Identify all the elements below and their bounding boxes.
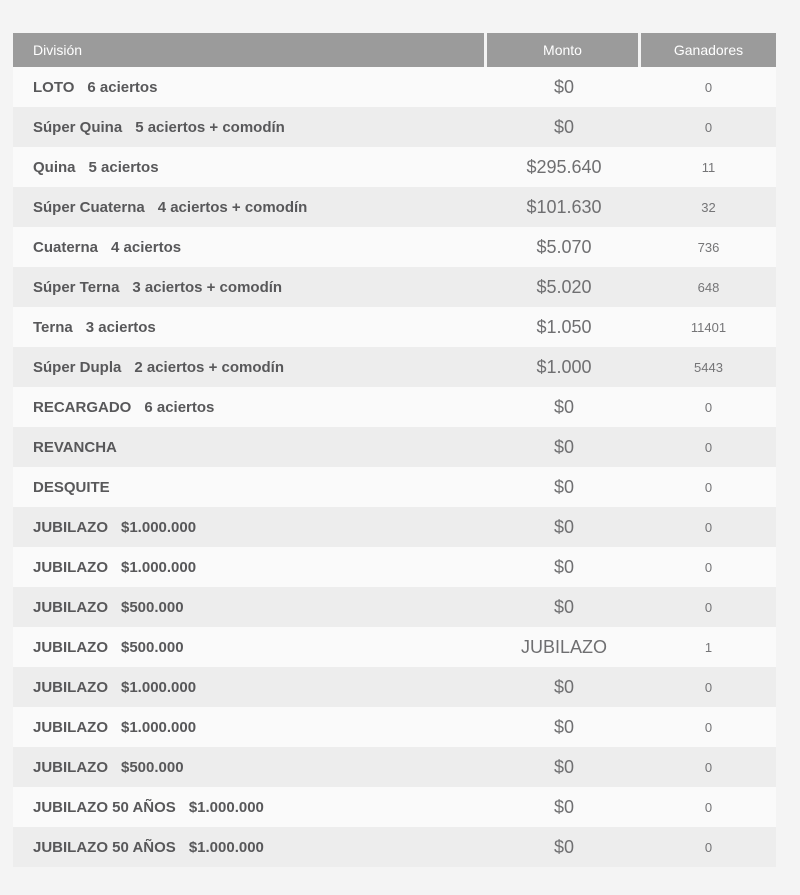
- division-cell: [13, 239, 487, 256]
- ganadores-cell: 0: [704, 719, 713, 735]
- division-detail: $1.000.000: [121, 558, 197, 576]
- ganadores-cell: 0: [704, 839, 713, 855]
- division-cell: [13, 279, 487, 296]
- division-detail: $500.000: [121, 598, 184, 616]
- ganadores-cell: 0: [704, 519, 713, 535]
- lottery-prize-table: [13, 33, 776, 867]
- division-cell: [13, 559, 487, 576]
- table-row: [13, 747, 776, 787]
- division-detail: $1.000.000: [188, 838, 264, 856]
- monto-cell: $0: [553, 116, 575, 137]
- division-cell: [13, 359, 487, 376]
- ganadores-cell: 0: [704, 679, 713, 695]
- division-cell: [13, 519, 487, 536]
- division-name: JUBILAZO: [33, 598, 108, 616]
- ganadores-cell: 11401: [690, 319, 727, 335]
- table-row: [13, 187, 776, 227]
- ganadores-cell: 5443: [694, 359, 723, 375]
- division-name: JUBILAZO: [33, 678, 108, 696]
- division-name: JUBILAZO: [33, 518, 108, 536]
- division-detail: $1.000.000: [121, 518, 197, 536]
- ganadores-cell: 0: [704, 799, 713, 815]
- ganadores-cell: 0: [704, 79, 713, 95]
- ganadores-cell: 0: [704, 759, 713, 775]
- column-header-monto: Monto: [487, 33, 638, 67]
- ganadores-cell: 0: [704, 399, 713, 415]
- division-cell: [13, 639, 487, 656]
- table-row: [13, 507, 776, 547]
- table-row: [13, 147, 776, 187]
- table-header: [13, 33, 776, 67]
- division-cell: [13, 79, 487, 96]
- division-name: Súper Terna: [33, 278, 120, 296]
- monto-cell: $0: [553, 396, 575, 417]
- division-cell: [13, 319, 487, 336]
- monto-cell: $0: [553, 836, 575, 857]
- ganadores-cell: 32: [701, 199, 716, 215]
- division-name: LOTO: [33, 78, 75, 96]
- division-detail: 6 aciertos: [144, 398, 215, 416]
- ganadores-cell: 0: [704, 559, 713, 575]
- division-name: Quina: [33, 158, 76, 176]
- division-name: Súper Dupla: [33, 358, 122, 376]
- monto-cell: $0: [553, 516, 575, 537]
- table-row: [13, 667, 776, 707]
- table-body: [13, 67, 776, 867]
- division-cell: [13, 599, 487, 616]
- division-cell: [13, 719, 487, 736]
- division-cell: [13, 399, 487, 416]
- division-name: JUBILAZO: [33, 558, 108, 576]
- monto-cell: $0: [553, 796, 575, 817]
- division-cell: [13, 199, 487, 216]
- division-detail: $500.000: [121, 758, 184, 776]
- division-name: DESQUITE: [33, 478, 110, 496]
- division-detail: 2 aciertos + comodín: [134, 358, 284, 376]
- division-name: JUBILAZO: [33, 718, 108, 736]
- monto-cell: $295.640: [526, 156, 602, 177]
- division-detail: 3 aciertos: [85, 318, 156, 336]
- division-name: JUBILAZO 50 AÑOS: [33, 838, 176, 856]
- division-detail: $1.000.000: [121, 718, 197, 736]
- monto-cell: $5.070: [536, 236, 592, 257]
- table-row: [13, 267, 776, 307]
- monto-cell: $1.050: [536, 316, 592, 337]
- monto-cell: $0: [553, 596, 575, 617]
- division-detail: 4 aciertos: [111, 238, 182, 256]
- table-row: [13, 827, 776, 867]
- division-name: JUBILAZO: [33, 638, 108, 656]
- monto-cell: JUBILAZO: [520, 636, 608, 657]
- table-row: [13, 107, 776, 147]
- table-row: [13, 427, 776, 467]
- monto-cell: $0: [553, 476, 575, 497]
- division-cell: [13, 759, 487, 776]
- division-cell: [13, 119, 487, 136]
- division-name: Súper Cuaterna: [33, 198, 145, 216]
- division-cell: [13, 159, 487, 176]
- column-header-ganadores: Ganadores: [641, 33, 776, 67]
- monto-cell: $0: [553, 556, 575, 577]
- ganadores-cell: 1: [704, 639, 713, 655]
- division-detail: $500.000: [121, 638, 184, 656]
- ganadores-cell: 648: [697, 279, 720, 295]
- table-row: [13, 227, 776, 267]
- table-row: [13, 347, 776, 387]
- table-row: [13, 387, 776, 427]
- table-row: [13, 307, 776, 347]
- division-name: REVANCHA: [33, 438, 117, 456]
- table-row: [13, 67, 776, 107]
- monto-cell: $101.630: [526, 196, 602, 217]
- division-name: Cuaterna: [33, 238, 99, 256]
- division-cell: [13, 839, 487, 856]
- table-row: [13, 467, 776, 507]
- division-name: JUBILAZO: [33, 758, 108, 776]
- monto-cell: $1.000: [536, 356, 592, 377]
- ganadores-cell: 0: [704, 479, 713, 495]
- ganadores-cell: 736: [697, 239, 720, 255]
- table-row: [13, 627, 776, 667]
- division-detail: 4 aciertos + comodín: [157, 198, 308, 216]
- division-cell: [13, 679, 487, 696]
- division-detail: 5 aciertos: [88, 158, 159, 176]
- table-row: [13, 787, 776, 827]
- monto-cell: $0: [553, 716, 575, 737]
- monto-cell: $0: [553, 676, 575, 697]
- division-name: JUBILAZO 50 AÑOS: [33, 798, 176, 816]
- division-detail: 5 aciertos + comodín: [135, 118, 285, 136]
- ganadores-cell: 0: [704, 439, 713, 455]
- ganadores-cell: 0: [704, 119, 713, 135]
- table-row: [13, 707, 776, 747]
- monto-cell: $0: [553, 76, 575, 97]
- column-header-division: División: [13, 33, 484, 67]
- division-name: Terna: [33, 318, 73, 336]
- division-name: RECARGADO: [33, 398, 132, 416]
- ganadores-cell: 0: [704, 599, 713, 615]
- monto-cell: $0: [553, 436, 575, 457]
- division-detail: 3 aciertos + comodín: [132, 278, 283, 296]
- table-row: [13, 587, 776, 627]
- division-cell: [13, 439, 487, 456]
- ganadores-cell: 11: [701, 159, 716, 175]
- division-name: Súper Quina: [33, 118, 123, 136]
- division-cell: [13, 479, 487, 496]
- division-detail: $1.000.000: [188, 798, 264, 816]
- division-detail: 6 aciertos: [87, 78, 158, 96]
- monto-cell: $0: [553, 756, 575, 777]
- division-cell: [13, 799, 487, 816]
- monto-cell: $5.020: [536, 276, 592, 297]
- division-detail: $1.000.000: [121, 678, 197, 696]
- table-row: [13, 547, 776, 587]
